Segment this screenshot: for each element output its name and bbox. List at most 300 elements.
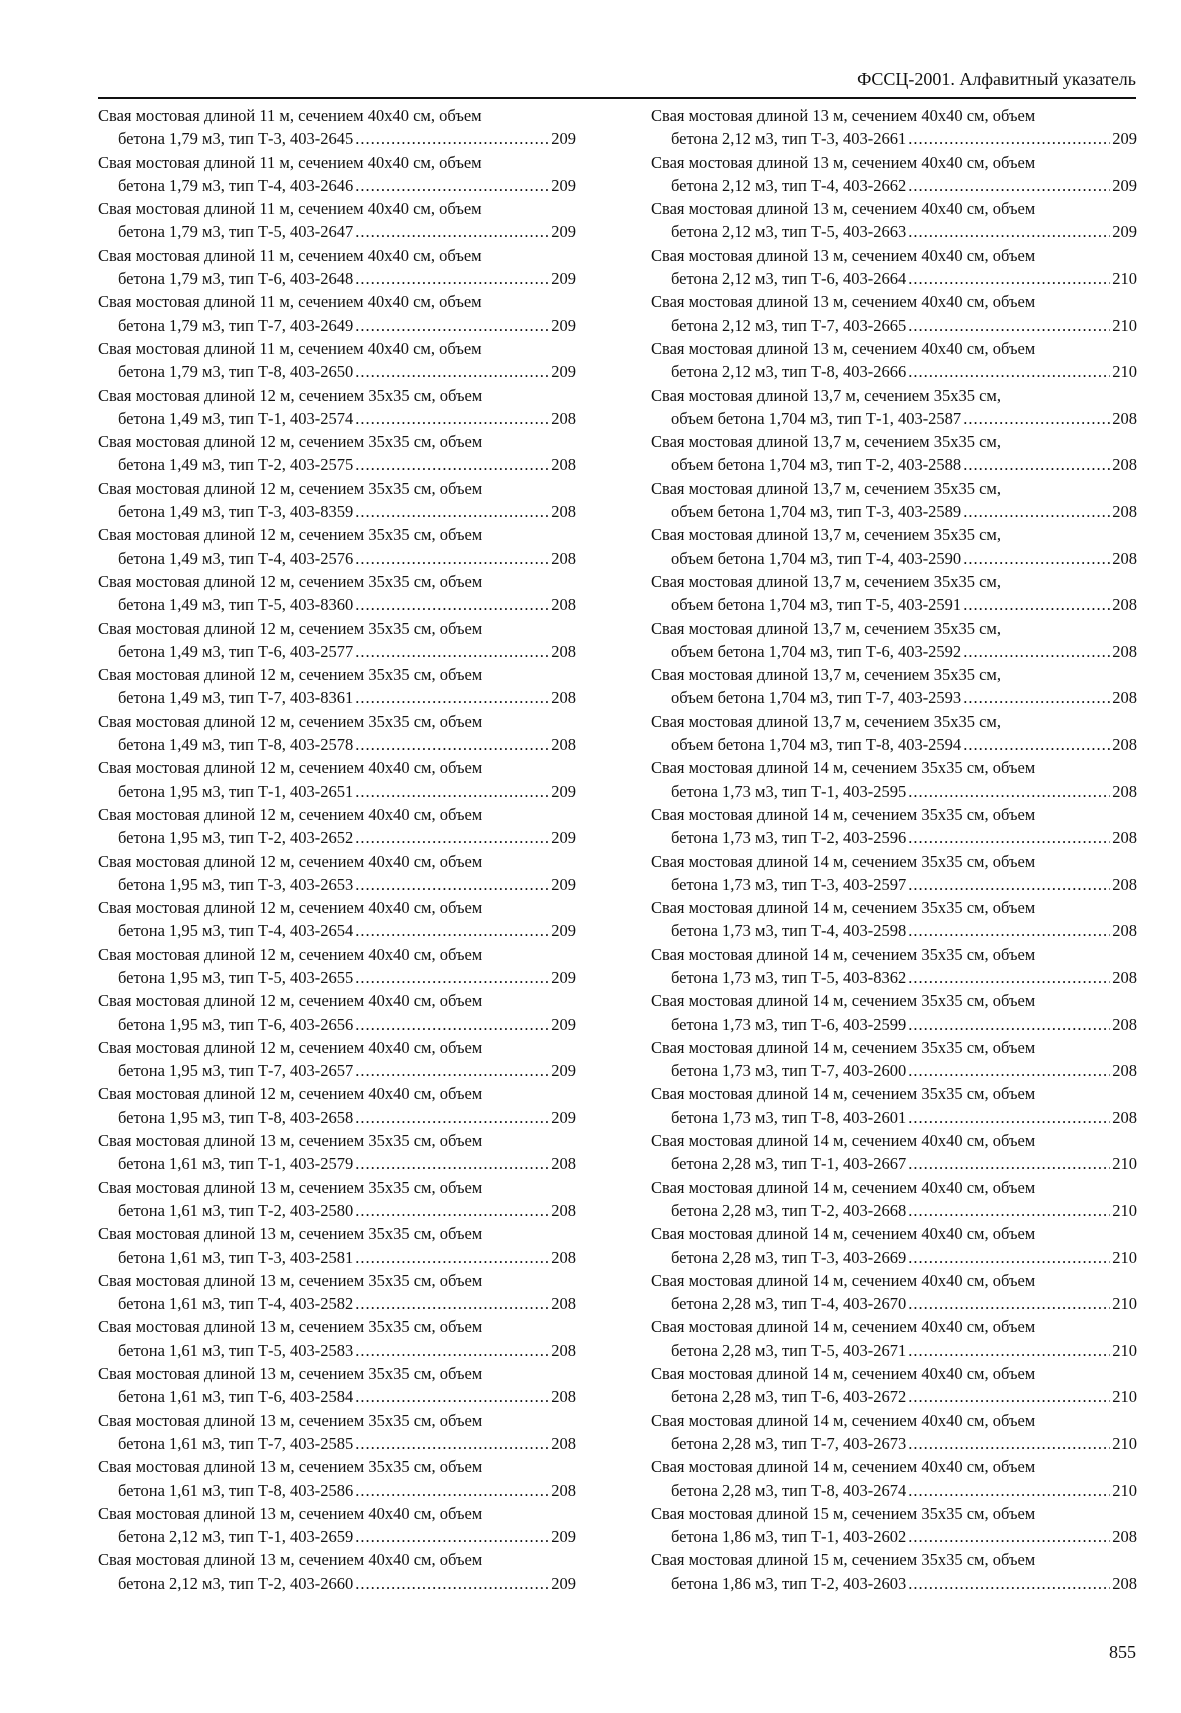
entry-spec: бетона 1,73 м3, тип Т-1, 403-2595 [671, 781, 907, 801]
entry-detail-line [98, 1152, 576, 1175]
entry-description: Свая мостовая длиной 11 м, сечением 40х40 см, объем [98, 106, 482, 125]
entry-page-ref: 208 [1112, 502, 1137, 522]
entry-page-ref: 210 [1112, 1154, 1137, 1174]
entry-page-ref: 208 [551, 548, 576, 568]
entry-detail-line [651, 453, 1137, 476]
dot-leader [963, 686, 1110, 709]
entry-page-ref: 209 [551, 315, 576, 335]
dot-leader [908, 966, 1110, 989]
entry-page-ref: 210 [1112, 1294, 1137, 1314]
entry-spec: бетона 1,61 м3, тип Т-6, 403-2584 [118, 1387, 354, 1407]
dot-leader [355, 1292, 549, 1315]
entry-description: Свая мостовая длиной 12 м, сечением 40х40 см, объем [98, 758, 483, 778]
entry-page-ref: 208 [551, 1480, 576, 1500]
entry-page-ref: 208 [1112, 1527, 1137, 1547]
entry-detail-line [651, 1013, 1137, 1036]
dot-leader [963, 733, 1110, 756]
dot-leader [355, 407, 549, 430]
entry-description: Свая мостовая длиной 14 м, сечением 35х35 см, объем [651, 758, 1036, 778]
entry-description: Свая мостовая длиной 14 м, сечением 40х40 см, объем [651, 1131, 1036, 1151]
entry-detail-line [651, 966, 1137, 989]
entry-spec: бетона 1,49 м3, тип Т-8, 403-2578 [118, 735, 354, 755]
dot-leader [908, 314, 1110, 337]
entry-detail-line [98, 640, 576, 663]
entry-detail-line [98, 547, 576, 570]
entry-spec: бетона 1,73 м3, тип Т-7, 403-2600 [671, 1061, 907, 1081]
entry-page-ref: 208 [551, 1340, 576, 1360]
entry-spec: бетона 1,49 м3, тип Т-5, 403-8360 [118, 595, 354, 615]
entry-spec: бетона 1,95 м3, тип Т-7, 403-2657 [118, 1061, 354, 1081]
entry-page-ref: 209 [1112, 175, 1137, 195]
entry-page-ref: 208 [551, 595, 576, 615]
entry-description: Свая мостовая длиной 13,7 м, сечением 35х35 см, [651, 571, 1001, 591]
entry-detail-line [651, 1479, 1137, 1502]
index-entry [98, 430, 576, 477]
entry-page-ref: 209 [1112, 222, 1137, 242]
entry-detail-line [651, 220, 1137, 243]
entry-description: Свая мостовая длиной 14 м, сечением 40х40 см, объем [651, 1224, 1036, 1244]
entry-spec: бетона 1,79 м3, тип Т-7, 403-2649 [118, 315, 354, 335]
entry-spec: объем бетона 1,704 м3, тип Т-1, 403-2587 [671, 408, 962, 428]
entry-page-ref: 208 [1112, 1107, 1137, 1127]
entry-detail-line [98, 267, 576, 290]
index-entry [651, 570, 1137, 617]
entry-description: Свая мостовая длиной 14 м, сечением 40х40 см, объем [651, 1410, 1036, 1430]
entry-detail-line [98, 453, 576, 476]
entry-spec: бетона 2,12 м3, тип Т-1, 403-2659 [118, 1527, 354, 1547]
entry-page-ref: 208 [1112, 781, 1137, 801]
index-entry [98, 197, 576, 244]
entry-page-ref: 208 [1112, 408, 1137, 428]
entry-description: Свая мостовая длиной 14 м, сечением 35х35 см, объем [651, 1084, 1036, 1104]
entry-spec: бетона 1,61 м3, тип Т-8, 403-2586 [118, 1480, 354, 1500]
entry-spec: бетона 1,73 м3, тип Т-5, 403-8362 [671, 967, 907, 987]
entry-spec: объем бетона 1,704 м3, тип Т-2, 403-2588 [671, 455, 962, 475]
entry-spec: бетона 2,12 м3, тип Т-4, 403-2662 [671, 175, 907, 195]
entry-detail-line [98, 407, 576, 430]
entry-detail-line [98, 873, 576, 896]
dot-leader [963, 593, 1110, 616]
entry-page-ref: 209 [551, 921, 576, 941]
index-entry [651, 337, 1137, 384]
entry-page-ref: 208 [551, 1247, 576, 1267]
entry-detail-line [98, 1246, 576, 1269]
index-entry [98, 896, 576, 943]
entry-detail-line [98, 1572, 576, 1595]
dot-leader [355, 1199, 549, 1222]
index-entry [98, 244, 576, 291]
entry-description: Свая мостовая длиной 12 м, сечением 35х35 см, объем [98, 711, 483, 731]
entry-description: Свая мостовая длиной 13 м, сечением 40х40 см, объем [98, 1503, 483, 1523]
entry-spec: бетона 1,79 м3, тип Т-3, 403-2645 [118, 129, 354, 149]
entry-spec: бетона 2,28 м3, тип Т-3, 403-2669 [671, 1247, 907, 1267]
entry-detail-line [651, 1432, 1137, 1455]
entry-description: Свая мостовая длиной 12 м, сечением 35х35 см, объем [98, 571, 483, 591]
entry-description: Свая мостовая длиной 14 м, сечением 40х40 см, объем [651, 1457, 1036, 1477]
entry-description: Свая мостовая длиной 13 м, сечением 35х35 см, объем [98, 1224, 483, 1244]
entry-description: Свая мостовая длиной 12 м, сечением 35х35 см, объем [98, 432, 483, 452]
entry-page-ref: 208 [1112, 967, 1137, 987]
entry-page-ref: 209 [551, 828, 576, 848]
entry-page-ref: 209 [551, 1014, 576, 1034]
index-entry [651, 1502, 1137, 1549]
entry-spec: объем бетона 1,704 м3, тип Т-8, 403-2594 [671, 735, 962, 755]
entry-description: Свая мостовая длиной 13 м, сечением 40х40 см, объем [651, 152, 1036, 172]
index-entry [98, 1548, 576, 1595]
entry-description: Свая мостовая длиной 15 м, сечением 35х35 см, объем [651, 1550, 1036, 1570]
entry-detail-line [651, 686, 1137, 709]
entry-spec: бетона 2,12 м3, тип Т-8, 403-2666 [671, 362, 907, 382]
entry-spec: бетона 2,12 м3, тип Т-6, 403-2664 [671, 269, 907, 289]
entry-page-ref: 208 [551, 1433, 576, 1453]
entry-page-ref: 208 [551, 735, 576, 755]
index-entry [651, 756, 1137, 803]
entry-page-ref: 208 [551, 502, 576, 522]
entry-detail-line [651, 1525, 1137, 1548]
dot-leader [908, 1059, 1110, 1082]
dot-leader [908, 1572, 1110, 1595]
entry-detail-line [98, 780, 576, 803]
entry-page-ref: 208 [551, 1294, 576, 1314]
entry-description: Свая мостовая длиной 14 м, сечением 35х35 см, объем [651, 944, 1036, 964]
entry-description: Свая мостовая длиной 14 м, сечением 35х35 см, объем [651, 1037, 1036, 1057]
entry-spec: бетона 1,95 м3, тип Т-5, 403-2655 [118, 967, 354, 987]
entry-spec: бетона 1,79 м3, тип Т-8, 403-2650 [118, 362, 354, 382]
entry-page-ref: 208 [1112, 1014, 1137, 1034]
entry-detail-line [651, 919, 1137, 942]
entry-description: Свая мостовая длиной 13 м, сечением 35х35 см, объем [98, 1457, 483, 1477]
dot-leader [355, 686, 549, 709]
dot-leader [355, 1246, 549, 1269]
index-entry [98, 756, 576, 803]
dot-leader [908, 826, 1110, 849]
entry-description: Свая мостовая длиной 13 м, сечением 35х35 см, объем [98, 1364, 483, 1384]
entry-detail-line [98, 593, 576, 616]
dot-leader [963, 547, 1110, 570]
entry-page-ref: 208 [551, 641, 576, 661]
dot-leader [908, 1013, 1110, 1036]
dot-leader [355, 640, 549, 663]
entry-spec: бетона 1,79 м3, тип Т-4, 403-2646 [118, 175, 354, 195]
index-entry [98, 1455, 576, 1502]
entry-page-ref: 210 [1112, 1247, 1137, 1267]
index-entry [98, 384, 576, 431]
entry-spec: бетона 1,73 м3, тип Т-3, 403-2597 [671, 874, 907, 894]
index-entry [651, 1362, 1137, 1409]
dot-leader [355, 1479, 549, 1502]
dot-leader [355, 547, 549, 570]
entry-detail-line [98, 1339, 576, 1362]
entry-description: Свая мостовая длиной 13 м, сечением 40х40 см, объем [651, 199, 1036, 219]
dot-leader [963, 407, 1110, 430]
entry-description: Свая мостовая длиной 14 м, сечением 40х40 см, объем [651, 1317, 1036, 1337]
entry-description: Свая мостовая длиной 12 м, сечением 35х35 см, объем [98, 385, 483, 405]
dot-leader [355, 1152, 549, 1175]
entry-page-ref: 210 [1112, 1387, 1137, 1407]
dot-leader [908, 220, 1110, 243]
entry-description: Свая мостовая длиной 12 м, сечением 40х40 см, объем [98, 851, 483, 871]
dot-leader [355, 1106, 549, 1129]
dot-leader [355, 1059, 549, 1082]
entry-description: Свая мостовая длиной 13,7 м, сечением 35х35 см, [651, 618, 1001, 638]
entry-detail-line [98, 1385, 576, 1408]
dot-leader [355, 1525, 549, 1548]
entry-page-ref: 209 [1112, 129, 1137, 149]
dot-leader [355, 1013, 549, 1036]
dot-leader [355, 826, 549, 849]
entry-description: Свая мостовая длиной 13 м, сечением 35х35 см, объем [98, 1410, 483, 1430]
dot-leader [355, 360, 549, 383]
index-entry [651, 663, 1137, 710]
index-entry [651, 710, 1137, 757]
entry-page-ref: 208 [551, 1200, 576, 1220]
entry-detail-line [98, 1059, 576, 1082]
entry-detail-line [651, 1385, 1137, 1408]
entry-spec: объем бетона 1,704 м3, тип Т-7, 403-2593 [671, 688, 962, 708]
dot-leader [908, 1106, 1110, 1129]
entry-description: Свая мостовая длиной 14 м, сечением 40х40 см, объем [651, 1177, 1036, 1197]
index-entry [651, 197, 1137, 244]
index-entry [98, 1176, 576, 1223]
entry-spec: бетона 1,49 м3, тип Т-3, 403-8359 [118, 502, 354, 522]
entry-detail-line [651, 407, 1137, 430]
dot-leader [355, 873, 549, 896]
dot-leader [355, 919, 549, 942]
dot-leader [355, 733, 549, 756]
entry-page-ref: 210 [1112, 1340, 1137, 1360]
entry-detail-line [98, 733, 576, 756]
entry-spec: бетона 2,12 м3, тип Т-2, 403-2660 [118, 1573, 354, 1593]
entry-page-ref: 208 [1112, 1573, 1137, 1593]
entry-description: Свая мостовая длиной 13,7 м, сечением 35х35 см, [651, 385, 1001, 405]
dot-leader [355, 966, 549, 989]
entry-page-ref: 208 [1112, 595, 1137, 615]
dot-leader [908, 127, 1110, 150]
entry-detail-line [651, 1059, 1137, 1082]
entry-page-ref: 208 [551, 455, 576, 475]
entry-description: Свая мостовая длиной 12 м, сечением 40х40 см, объем [98, 1084, 483, 1104]
entry-page-ref: 208 [1112, 874, 1137, 894]
dot-leader [908, 780, 1110, 803]
entry-page-ref: 209 [551, 874, 576, 894]
entry-spec: бетона 1,86 м3, тип Т-1, 403-2602 [671, 1527, 907, 1547]
index-column-right [651, 104, 1137, 1595]
entry-description: Свая мостовая длиной 13,7 м, сечением 35х35 см, [651, 665, 1001, 685]
entry-spec: бетона 1,61 м3, тип Т-5, 403-2583 [118, 1340, 354, 1360]
index-entry [98, 989, 576, 1036]
dot-leader [908, 1152, 1110, 1175]
index-entry [651, 1315, 1137, 1362]
index-entry [98, 477, 576, 524]
entry-description: Свая мостовая длиной 12 м, сечением 40х40 см, объем [98, 1037, 483, 1057]
dot-leader [355, 593, 549, 616]
entry-page-ref: 209 [551, 222, 576, 242]
index-entry [651, 850, 1137, 897]
entry-page-ref: 208 [551, 1154, 576, 1174]
entry-detail-line [651, 873, 1137, 896]
entry-page-ref: 208 [1112, 641, 1137, 661]
entry-description: Свая мостовая длиной 11 м, сечением 40х40 см, объем [98, 338, 482, 358]
entry-page-ref: 210 [1112, 1480, 1137, 1500]
entry-detail-line [651, 547, 1137, 570]
entry-detail-line [651, 127, 1137, 150]
dot-leader [908, 1525, 1110, 1548]
entry-description: Свая мостовая длиной 14 м, сечением 35х35 см, объем [651, 898, 1036, 918]
dot-leader [963, 453, 1110, 476]
entry-page-ref: 209 [551, 1107, 576, 1127]
entry-page-ref: 209 [551, 1527, 576, 1547]
entry-detail-line [98, 220, 576, 243]
entry-spec: бетона 1,95 м3, тип Т-1, 403-2651 [118, 781, 354, 801]
index-entry [651, 943, 1137, 990]
index-entry [98, 850, 576, 897]
entry-page-ref: 209 [551, 781, 576, 801]
entry-detail-line [98, 127, 576, 150]
dot-leader [908, 174, 1110, 197]
index-entry [651, 1455, 1137, 1502]
entry-spec: бетона 1,49 м3, тип Т-4, 403-2576 [118, 548, 354, 568]
index-entry [98, 104, 576, 151]
entry-description: Свая мостовая длиной 13 м, сечением 40х40 см, объем [98, 1550, 483, 1570]
index-entry [651, 151, 1137, 198]
index-entry [651, 617, 1137, 664]
entry-page-ref: 210 [1112, 315, 1137, 335]
entry-description: Свая мостовая длиной 12 м, сечением 40х40 см, объем [98, 804, 483, 824]
entry-description: Свая мостовая длиной 12 м, сечением 35х35 см, объем [98, 618, 483, 638]
entry-page-ref: 209 [551, 129, 576, 149]
index-entry [98, 710, 576, 757]
entry-detail-line [98, 1013, 576, 1036]
entry-description: Свая мостовая длиной 14 м, сечением 35х35 см, объем [651, 804, 1036, 824]
index-entry [651, 989, 1137, 1036]
entry-spec: бетона 1,95 м3, тип Т-6, 403-2656 [118, 1014, 354, 1034]
index-entry [651, 803, 1137, 850]
entry-spec: бетона 1,73 м3, тип Т-8, 403-2601 [671, 1107, 907, 1127]
entry-detail-line [98, 174, 576, 197]
entry-page-ref: 208 [551, 688, 576, 708]
index-entry [651, 1129, 1137, 1176]
entry-description: Свая мостовая длиной 11 м, сечением 40х40 см, объем [98, 199, 482, 219]
entry-detail-line [651, 360, 1137, 383]
entry-description: Свая мостовая длиной 11 м, сечением 40х40 см, объем [98, 152, 482, 172]
entry-spec: бетона 1,61 м3, тип Т-2, 403-2580 [118, 1200, 354, 1220]
index-entry [98, 1036, 576, 1083]
dot-leader [355, 127, 549, 150]
entry-detail-line [98, 314, 576, 337]
entry-detail-line [651, 640, 1137, 663]
entry-description: Свая мостовая длиной 12 м, сечением 40х40 см, объем [98, 898, 483, 918]
index-entry [98, 617, 576, 664]
entry-page-ref: 208 [1112, 548, 1137, 568]
dot-leader [355, 267, 549, 290]
index-entry [98, 337, 576, 384]
entry-page-ref: 208 [1112, 735, 1137, 755]
entry-detail-line [98, 919, 576, 942]
entry-description: Свая мостовая длиной 13,7 м, сечением 35х35 см, [651, 432, 1001, 452]
entry-detail-line [651, 1152, 1137, 1175]
entry-description: Свая мостовая длиной 12 м, сечением 35х35 см, объем [98, 665, 483, 685]
entry-detail-line [651, 1199, 1137, 1222]
index-entry [98, 1409, 576, 1456]
entry-spec: бетона 1,49 м3, тип Т-6, 403-2577 [118, 641, 354, 661]
entry-detail-line [98, 686, 576, 709]
index-entry [98, 523, 576, 570]
entry-spec: бетона 1,49 м3, тип Т-1, 403-2574 [118, 408, 354, 428]
index-entry [98, 1502, 576, 1549]
index-entry [651, 1222, 1137, 1269]
index-entry [651, 1036, 1137, 1083]
index-entry [98, 943, 576, 990]
entry-description: Свая мостовая длиной 12 м, сечением 40х40 см, объем [98, 944, 483, 964]
entry-spec: бетона 1,49 м3, тип Т-2, 403-2575 [118, 455, 354, 475]
entry-description: Свая мостовая длиной 13 м, сечением 40х40 см, объем [651, 338, 1036, 358]
entry-detail-line [651, 1292, 1137, 1315]
index-entry [98, 1082, 576, 1129]
index-entry [651, 244, 1137, 291]
entry-spec: бетона 2,12 м3, тип Т-7, 403-2665 [671, 315, 907, 335]
entry-detail-line [651, 1246, 1137, 1269]
entry-description: Свая мостовая длиной 13,7 м, сечением 35х35 см, [651, 525, 1001, 545]
entry-spec: бетона 1,49 м3, тип Т-7, 403-8361 [118, 688, 354, 708]
entry-page-ref: 209 [551, 967, 576, 987]
entry-spec: бетона 2,28 м3, тип Т-2, 403-2668 [671, 1200, 907, 1220]
index-entry [98, 1362, 576, 1409]
entry-detail-line [98, 1106, 576, 1129]
entry-description: Свая мостовая длиной 13 м, сечением 40х40 см, объем [651, 292, 1036, 312]
entry-description: Свая мостовая длиной 15 м, сечением 35х35 см, объем [651, 1503, 1036, 1523]
entry-spec: бетона 1,95 м3, тип Т-4, 403-2654 [118, 921, 354, 941]
dot-leader [908, 1292, 1110, 1315]
dot-leader [963, 500, 1110, 523]
entry-description: Свая мостовая длиной 14 м, сечением 35х35 см, объем [651, 991, 1036, 1011]
entry-description: Свая мостовая длиной 12 м, сечением 35х35 см, объем [98, 478, 483, 498]
entry-page-ref: 208 [1112, 1061, 1137, 1081]
entry-page-ref: 208 [551, 408, 576, 428]
dot-leader [355, 1432, 549, 1455]
entry-detail-line [651, 1339, 1137, 1362]
entry-page-ref: 208 [1112, 688, 1137, 708]
entry-spec: бетона 1,95 м3, тип Т-2, 403-2652 [118, 828, 354, 848]
entry-page-ref: 209 [551, 269, 576, 289]
entry-page-ref: 209 [551, 1573, 576, 1593]
page-number: 855 [1109, 1642, 1136, 1662]
index-entry [98, 1222, 576, 1269]
entry-detail-line [651, 780, 1137, 803]
entry-page-ref: 208 [1112, 828, 1137, 848]
dot-leader [355, 174, 549, 197]
entry-spec: бетона 2,28 м3, тип Т-6, 403-2672 [671, 1387, 907, 1407]
entry-spec: бетона 2,12 м3, тип Т-3, 403-2661 [671, 129, 907, 149]
entry-description: Свая мостовая длиной 14 м, сечением 35х35 см, объем [651, 851, 1036, 871]
entry-spec: бетона 1,61 м3, тип Т-1, 403-2579 [118, 1154, 354, 1174]
entry-spec: бетона 2,28 м3, тип Т-4, 403-2670 [671, 1294, 907, 1314]
entry-spec: бетона 1,73 м3, тип Т-2, 403-2596 [671, 828, 907, 848]
dot-leader [908, 1339, 1110, 1362]
dot-leader [355, 314, 549, 337]
index-entry [98, 803, 576, 850]
entry-spec: бетона 1,79 м3, тип Т-6, 403-2648 [118, 269, 354, 289]
entry-page-ref: 210 [1112, 1200, 1137, 1220]
dot-leader [908, 1479, 1110, 1502]
entry-detail-line [98, 1292, 576, 1315]
dot-leader [908, 360, 1110, 383]
index-entry [651, 104, 1137, 151]
entry-detail-line [98, 1525, 576, 1548]
entry-spec: объем бетона 1,704 м3, тип Т-6, 403-2592 [671, 641, 962, 661]
index-entry [98, 663, 576, 710]
index-entry [651, 1269, 1137, 1316]
header-rule [98, 97, 1136, 99]
